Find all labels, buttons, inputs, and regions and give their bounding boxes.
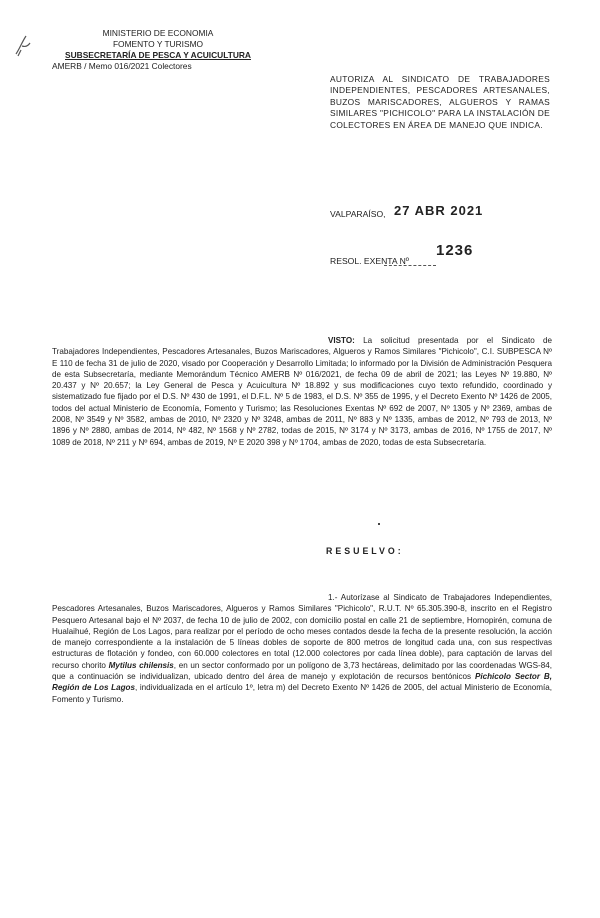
resolution-underline <box>384 265 436 266</box>
memo-reference: AMERB / Memo 016/2021 Colectores <box>52 61 192 71</box>
place-label: VALPARAÍSO, <box>330 209 386 219</box>
ministry-subname: FOMENTO Y TURISMO <box>112 39 204 49</box>
article-1-text-b: , en un sector conformado por un polígono de 3,73 hectáreas, delimitado por las coordenadas WGS-84, que a continuación se individualizan, ubicado dentro del área de manejo y explotación de recursos bentónicos <box>52 660 553 682</box>
area-name: Pichicolo Sector B, Región de Los Lagos <box>52 672 552 693</box>
article-1-text-c: , individualizada en el artículo 1º, letra m) del Decreto Exento Nº 1426 de 2005, del actual Ministerio de Economía, Fomento y Turismo. <box>52 683 552 704</box>
visto-lead: VISTO: <box>328 336 355 345</box>
resolution-subject: AUTORIZA AL SINDICATO DE TRABAJADORES INDEPENDIENTES, PESCADORES ARTESANALES, BUZOS MARISCADORES, ALGUEROS Y RAMAS SIMILARES "PICHICOLO" PARA LA INSTALACIÓN DE COLECTORES EN ÁREA DE MANEJO QUE INDICA. <box>330 74 550 130</box>
ministry-name: MINISTERIO DE ECONOMIA <box>102 28 214 38</box>
letterhead <box>48 28 268 72</box>
resuelvo-heading: RESUELVO: <box>326 546 404 556</box>
visto-text: La solicitud presentada por el Sindicato de Trabajadores Independientes, Pescadores Artesanales, Buzos Mariscadores, Algueros y Ramos Similares "Pichicolo", C.I. SUBPESCA Nº E 110 de fecha 31 de julio de 2020, visado por Cooperación y Desarrollo Limitada; lo informado por la División de Administración Pesquera de esta Subsecretaría, mediante Memorándum Técnico AMERB Nº 016/2021, de fecha 09 de abril de 2021; las Leyes Nº 19.880, Nº 20.437 y Nº 20.657; la Ley General de Pesca y Acuicultura Nº 18.892 y sus modificaciones cuyo texto refundido, coordinado y sistematizado fue fijado por el D.S. Nº 430 de 1991, el D.F.L. Nº 5 de 1983, el D.S. Nº 355 de 1995, y el Decreto Exento Nº 1426 de 2005, todos del actual Ministerio de Economía, Fomento y Turismo; las Resoluciones Exentas Nº 692 de 2007, Nº 1305 y Nº 2369, ambas de 2008, Nº 3549 y Nº 3582, ambas de 2010, Nº 2320 y Nº 3248, ambas de 2011, Nº 883 y Nº 1335, ambas de 2012, Nº 793 de 2013, Nº 1896 y Nº 2880, ambas de 2014, Nº 482, Nº 1568 y Nº 2782, todas de 2015, Nº 3174 y Nº 3173, ambas de 2016, Nº 1755 de 2017, Nº 1089 de 2018, Nº 211 y Nº 694, ambas de 2019, Nº E 2020 398 y Nº 1704, ambas de 2020, todas de esta Subsecretaría. <box>52 336 552 447</box>
resolution-label: RESOL. EXENTA Nº <box>330 256 409 266</box>
scan-dot <box>378 523 380 525</box>
handwritten-mark <box>12 34 34 58</box>
article-1-paragraph <box>52 592 552 705</box>
subsecretaria-name: SUBSECRETARÍA DE PESCA Y ACUICULTURA <box>65 50 251 60</box>
date-stamp: 27 ABR 2021 <box>394 203 484 218</box>
resolution-number: 1236 <box>436 242 474 259</box>
visto-paragraph <box>52 335 552 448</box>
article-1-text-a: 1.- Autorízase al Sindicato de Trabajadores Independientes, Pescadores Artesanales, Buzos Mariscadores, Algueros y Ramos Similares "Pichicolo", R.U.T. Nº 65.305.390-8, inscrito en el Registro Pesquero Artesanal bajo el Nº 2037, de fecha 10 de julio de 2002, con domicilio postal en calle 21 de septiembre, Hornopirén, comuna de Hualaihué, Región de Los Lagos, para realizar por el período de ocho meses contados desde la fecha de la presente resolución, la acción de manejo correspondiente a la instalación de 5 líneas dobles de soporte de 800 metros de longitud cada una, con sus respectivas estructuras de flotación y fondeo, con 60.000 colectores en total (12.000 colectores por cada línea doble), para captación de larvas del recurso chorito <box>52 593 552 670</box>
species-name: Mytilus chilensis <box>108 660 174 670</box>
